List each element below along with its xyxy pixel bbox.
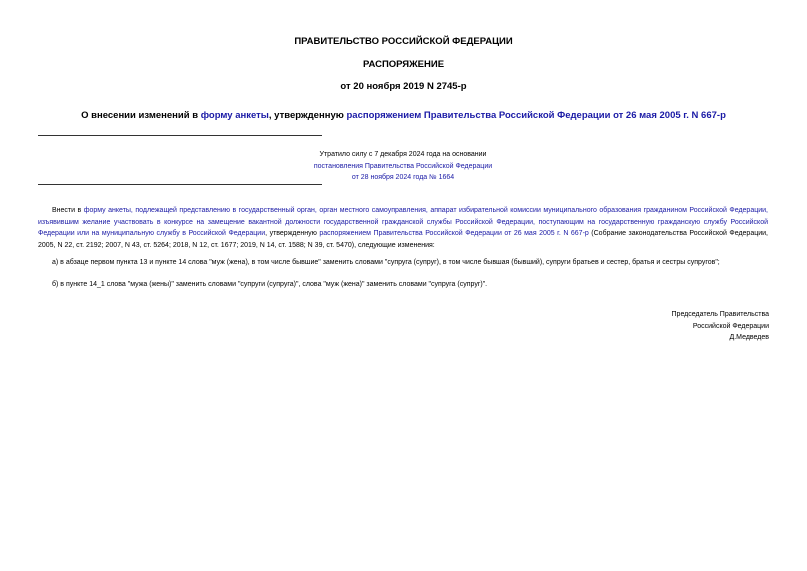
main-paragraph — [38, 205, 768, 251]
repeal-notice-line1: Утратило силу с 7 декабря 2024 года на основании — [319, 151, 487, 158]
main-text-2: , утвержденную — [265, 230, 320, 237]
main-link-form[interactable]: форму анкеты, подлежащей представлению в государственный орган, орган местного самоуправления, аппарат избирательной комиссии муниципального образования гражданином Российской Федерации, изъявившим желание участвовать в конкурсе на замещение вакантной должности государственной гражданской службы Российской Федерации, поступающим на государственную гражданскую службу Российской Федерации или на муниципальную службу в Российской Федерации — [38, 207, 768, 237]
signature-block — [672, 309, 769, 344]
main-text-3: (Собрание законодательства Российской Федерации, 2005, N 22, ст. 2192; 2007, N 43, ст. 5264; 2018, N 12, ст. 1677; 2019, N 14, ст. 1588; N 39, ст. 5470), следующие изменения: — [38, 230, 768, 249]
repeal-notice — [38, 149, 768, 184]
signature-country: Российской Федерации — [692, 322, 769, 330]
document-type-heading: РАСПОРЯЖЕНИЕ — [362, 59, 445, 70]
signature-name: Д.Медведев — [729, 334, 769, 341]
repeal-notice-link-decree[interactable]: постановления Правительства Российской Федерации — [313, 162, 493, 170]
divider-bottom — [38, 184, 322, 185]
government-heading: ПРАВИТЕЛЬСТВО РОССИЙСКОЙ ФЕДЕРАЦИИ — [294, 36, 513, 47]
document-title — [0, 110, 807, 121]
divider-top — [38, 135, 322, 136]
title-link-order[interactable]: распоряжением Правительства Российской Федерации от 26 мая 2005 г. N 667-р — [346, 110, 726, 121]
repeal-notice-link-date[interactable]: от 28 ноября 2024 года № 1664 — [351, 174, 455, 181]
title-text-2: , утвержденную — [268, 110, 347, 121]
main-link-order[interactable]: распоряжением Правительства Российской Федерации от 26 мая 2005 г. N 667-р — [319, 230, 589, 237]
title-text-1: О внесении изменений в — [81, 110, 201, 121]
signature-position: Председатель Правительства — [671, 311, 769, 318]
title-link-form[interactable]: форму анкеты — [200, 110, 269, 121]
item-b: б) в пункте 14_1 слова "мужа (жены)" заменить словами "супруги (супруга)", слова "муж (жена)" заменить словами "супруга (супруг)". — [52, 281, 488, 288]
main-text-1: Внести в — [52, 207, 84, 214]
item-a: а) в абзаце первом пункта 13 и пункте 14 слова "муж (жена), в том числе бывшие" заменить словами "супруга (супруг), в том числе бывшая (бывший), супруги братьев и сестер, братья и сестры супругов"; — [52, 259, 720, 266]
document-date-number: от 20 ноября 2019 N 2745-р — [340, 81, 467, 92]
